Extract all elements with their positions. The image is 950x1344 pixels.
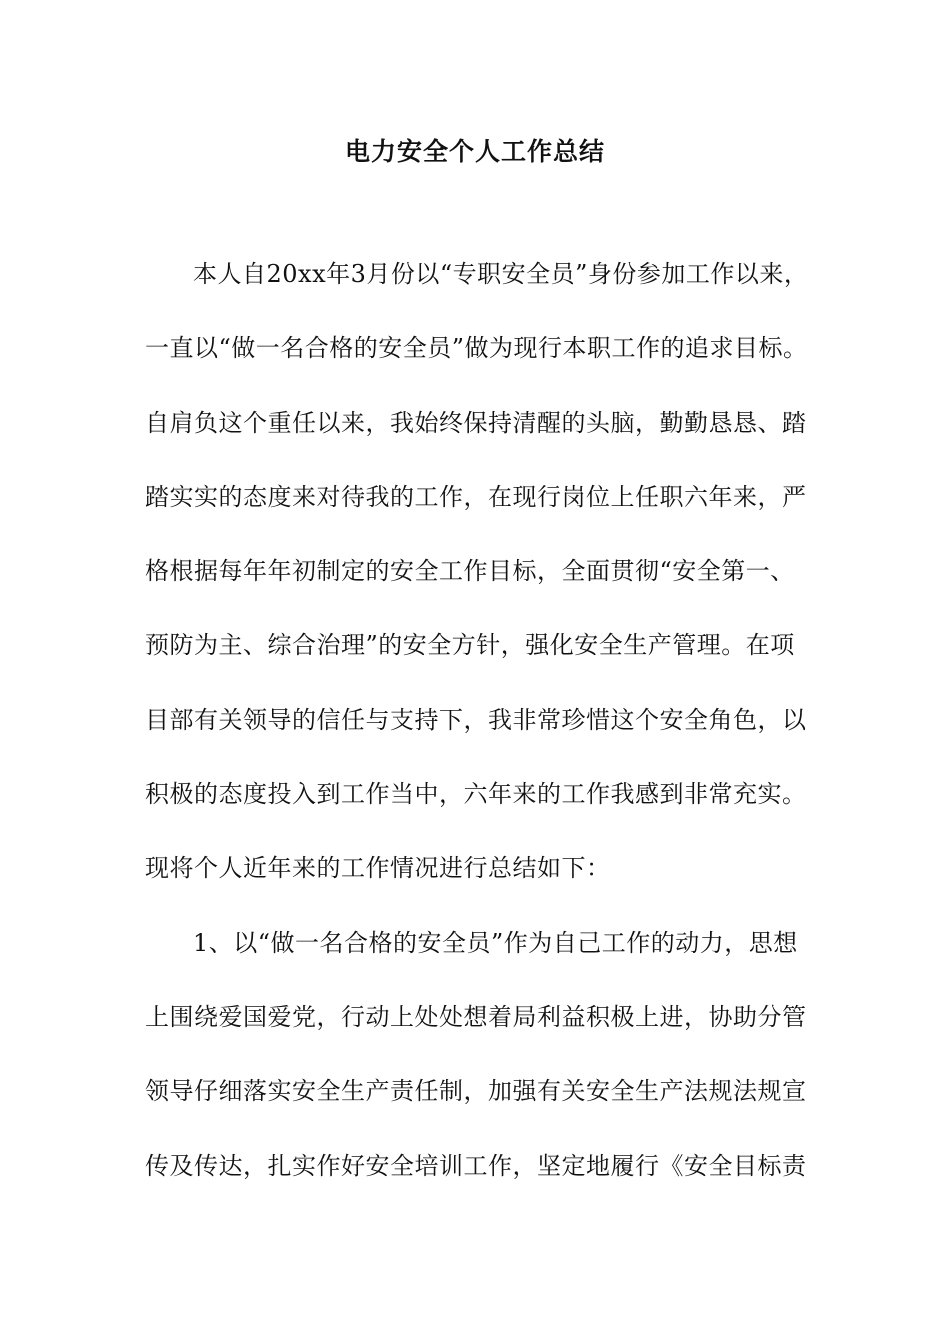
document-body bbox=[145, 254, 810, 1220]
paragraph-1-line-7: 目部有关领导的信任与支持下，我非常珍惜这个安全角色，以 bbox=[145, 705, 807, 734]
paragraph-1-line-8: 积极的态度投入到工作当中，六年来的工作我感到非常充实。 bbox=[145, 780, 807, 809]
paragraph-1-line-5: 格根据每年年初制定的安全工作目标，全面贯彻“安全第一、 bbox=[145, 557, 795, 586]
paragraph-1-line-1: 本人自20xx年3月份以“专职安全员”身份参加工作以来， bbox=[193, 260, 809, 288]
paragraph-2-line-4: 传及传达，扎实作好安全培训工作，坚定地履行《安全目标责 bbox=[145, 1151, 807, 1180]
paragraph-1-line-6: 预防为主、综合治理”的安全方针，强化安全生产管理。在项 bbox=[145, 631, 795, 660]
document-title: 电力安全个人工作总结 bbox=[344, 137, 605, 166]
paragraph-1-line-9: 现将个人近年来的工作情况进行总结如下： bbox=[145, 854, 611, 883]
paragraph-2-line-2: 上围绕爱国爱党，行动上处处想着局利益积极上进，协助分管 bbox=[145, 1002, 807, 1031]
paragraph-1-line-4: 踏实实的态度来对待我的工作，在现行岗位上任职六年来，严 bbox=[145, 482, 807, 511]
paragraph-2-line-1: 1、以“做一名合格的安全员”作为自己工作的动力，思想 bbox=[193, 928, 798, 957]
paragraph-1-line-2: 一直以“做一名合格的安全员”做为现行本职工作的追求目标。 bbox=[145, 334, 808, 363]
paragraph-2-line-3: 领导仔细落实安全生产责任制，加强有关安全生产法规法规宣 bbox=[145, 1077, 807, 1106]
paragraph-1-line-3: 自肩负这个重任以来，我始终保持清醒的头脑，勤勤恳恳、踏 bbox=[145, 408, 807, 437]
